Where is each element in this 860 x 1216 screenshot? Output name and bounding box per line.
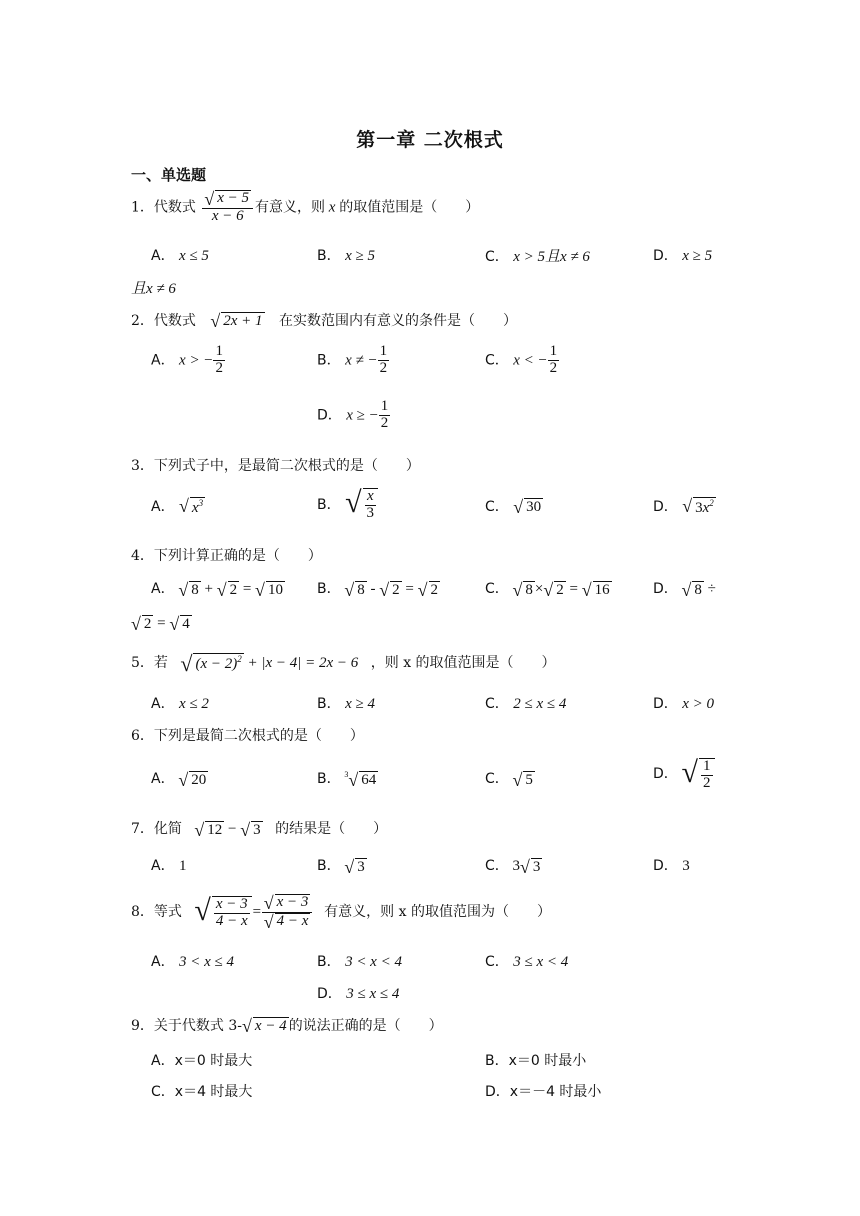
option-6c[interactable]: C． √ 5: [485, 769, 533, 790]
option-2a[interactable]: A． x > − $\frac{1}{2}$: [151, 343, 223, 376]
option-1a[interactable]: A． x ≤ 5: [151, 248, 209, 264]
option-5a[interactable]: A． x ≤ 2: [151, 696, 209, 712]
option-6a[interactable]: A． √ 20: [151, 769, 207, 790]
question-4: 4．下列计算正确的是（ ）: [131, 548, 322, 564]
option-2d[interactable]: D． x ≥ − $\frac{1}{2}$: [317, 398, 389, 431]
option-7d[interactable]: D． 3: [653, 858, 690, 874]
question-9: 9．关于代数式 3- √ x − 4 的说法正确的是（ ）: [131, 1016, 443, 1036]
section-heading: 一、单选题: [131, 166, 207, 184]
option-2b[interactable]: B． x ≠ − $\frac{1}{2}$: [317, 343, 388, 376]
question-7: 7．化简 √ 12 − √ 3 的结果是（ ）: [131, 819, 388, 840]
option-8c[interactable]: C． 3 ≤ x < 4: [485, 954, 569, 970]
option-4c[interactable]: C． √ 8 × √ 2 = √ 16: [485, 579, 610, 600]
option-2c[interactable]: C． x < − $\frac{1}{2}$: [485, 343, 558, 376]
option-8a[interactable]: A． 3 < x ≤ 4: [151, 954, 235, 970]
fraction-expr: √ x − 5 x − 6: [202, 190, 253, 225]
option-7a[interactable]: A． 1: [151, 858, 187, 874]
option-1d[interactable]: D． x ≥ 5: [653, 248, 713, 264]
option-4d[interactable]: D． √ 8 ÷: [653, 579, 716, 600]
option-1d-wrap: 且x ≠ 6: [131, 281, 176, 297]
question-3: 3．下列式子中，是最简二次根式的是（ ）: [131, 458, 420, 474]
question-5: 5．若 √ $(x - 2)^2$ + |x − 4| = 2x − 6 ，则 x 的取值范围是（ ）: [131, 650, 556, 676]
option-8d[interactable]: D． 3 ≤ x ≤ 4: [317, 986, 400, 1002]
option-5d[interactable]: D． x > 0: [653, 696, 715, 712]
option-3c[interactable]: C． √ 30: [485, 497, 542, 517]
option-7b[interactable]: B． √ 3: [317, 856, 365, 877]
option-5b[interactable]: B． x ≥ 4: [317, 696, 375, 712]
option-3d[interactable]: D． √ $3x^2$: [653, 496, 714, 516]
option-3a[interactable]: A． √ $x^3$: [151, 496, 204, 516]
question-8: 8．等式 √ $\frac{x - 3}{4 - x}$ = √ x − 3 √ 4 − x 有意义，则 x 的取值范围为（ ）: [131, 893, 551, 932]
option-9d[interactable]: D．x＝－4 时最小: [485, 1084, 602, 1100]
option-9a[interactable]: A．x＝0 时最大: [151, 1053, 253, 1069]
question-1: 1．代数式 √ x − 5 x − 6 有意义，则 x 的取值范围是（ ）: [131, 189, 480, 224]
option-8b[interactable]: B． 3 < x < 4: [317, 954, 402, 970]
option-9b[interactable]: B．x＝0 时最小: [485, 1053, 587, 1069]
option-5c[interactable]: C． 2 ≤ x ≤ 4: [485, 696, 567, 712]
option-3b[interactable]: B． √ $\frac{x}{3}$: [317, 488, 378, 522]
option-7c[interactable]: C． 3 √ 3: [485, 856, 541, 877]
question-2: 2．代数式 √ 2x + 1 在实数范围内有意义的条件是（ ）: [131, 311, 517, 331]
page-title: 第一章 二次根式: [356, 129, 504, 151]
option-4a[interactable]: A． √ 8 + √ 2 = √ 10: [151, 579, 283, 600]
option-9c[interactable]: C．x＝4 时最大: [151, 1084, 253, 1100]
option-6d[interactable]: D． √ $\frac{1}{2}$: [653, 758, 715, 792]
question-6: 6．下列是最简二次根式的是（ ）: [131, 728, 364, 744]
option-1c[interactable]: C． x > 5且x ≠ 6: [485, 249, 590, 265]
option-4d-wrap: √ 2 = √ 4: [131, 614, 190, 634]
option-4b[interactable]: B． √ 8 - √ 2 = √ 2: [317, 579, 438, 600]
option-1b[interactable]: B． x ≥ 5: [317, 248, 375, 264]
option-6b[interactable]: B． $^3$ √ 64: [317, 769, 377, 790]
